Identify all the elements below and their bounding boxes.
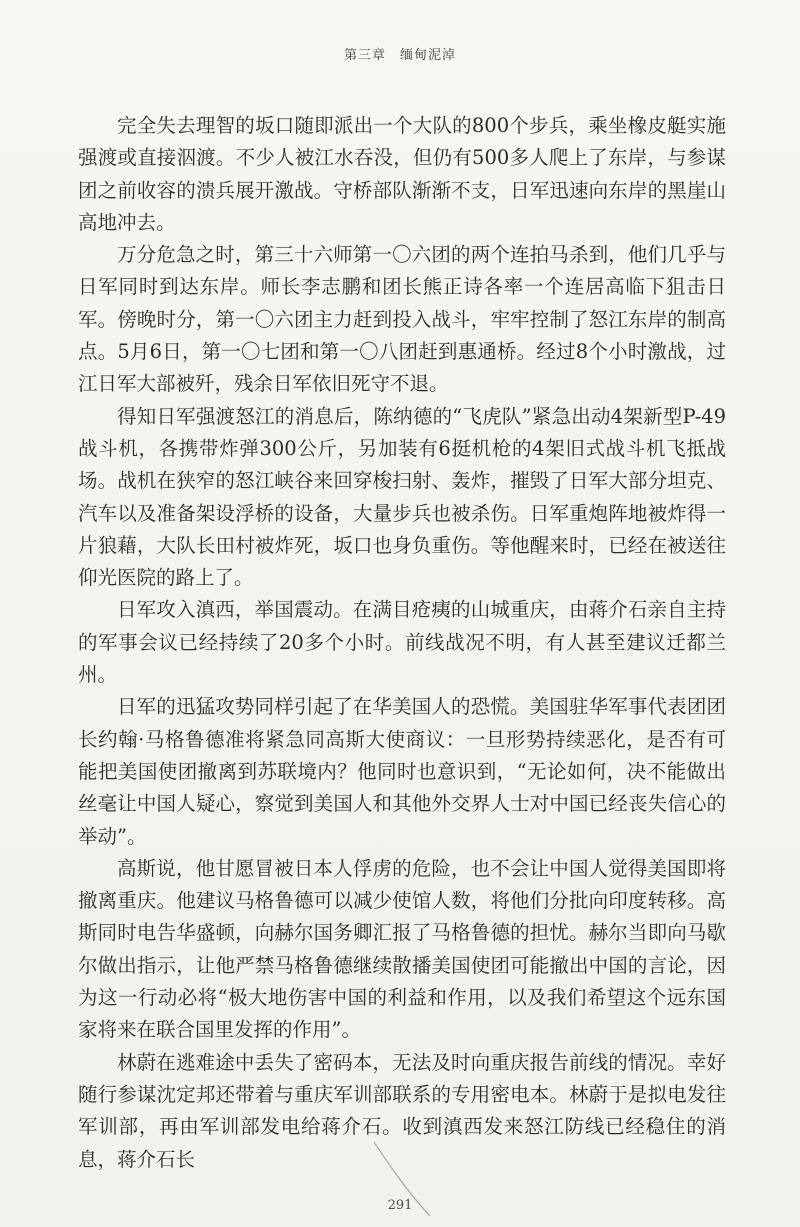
paragraph-6: 高斯说，他甘愿冒被日本人俘虏的危险，也不会让中国人觉得美国即将撤离重庆。他建议马格鲁德可以减少使馆人数，将他们分批向印度转移。高斯同时电告华盛顿，向赫尔国务卿汇报了马格鲁德的担忧。赫尔当即向马歇尔做出指示，让他严禁马格鲁德继续散播美国使团可能撤出中国的言论，因为这一行动必将“极大地伤害中国的利益和作用，以及我们希望这个远东国家将来在联合国里发挥的作用”。 [78,856,726,1042]
paragraph-7: 林蔚在逃难途中丢失了密码本，无法及时向重庆报告前线的情况。幸好随行参谋沈定邦还带着与重庆军训部联系的专用密电本。林蔚于是拟电发往军训部，再由军训部发电给蒋介石。收到滇西发来怒江防线已经稳住的消息，蒋介石长 [78,1050,726,1171]
paragraph-3: 得知日军强渡怒江的消息后，陈纳德的“飞虎队”紧急出动4架新型P-49战斗机，各携带炸弹300公斤，另加装有6挺机枪的4架旧式战斗机飞抵战场。战机在狭窄的怒江峡谷来回穿梭扫射、轰炸，摧毁了日军大部分坦克、汽车以及准备架设浮桥的设备，大量步兵也被杀伤。日军重炮阵地被炸得一片狼藉，大队长田村被炸死，坂口也身负重伤。等他醒来时，已经在被送往仰光医院的路上了。 [78,404,726,590]
paragraph-1: 完全失去理智的坂口随即派出一个大队的800个步兵，乘坐橡皮艇实施强渡或直接泅渡。不少人被江水吞没，但仍有500多人爬上了东岸，与参谋团之前收容的溃兵展开激战。守桥部队渐渐不支，日军迅速向东岸的黑崖山高地冲去。 [78,114,726,234]
paragraph-5: 日军的迅猛攻势同样引起了在华美国人的恐慌。美国驻华军事代表团团长约翰·马格鲁德准将紧急同高斯大使商议：一旦形势持续恶化，是否有可能把美国使团撤离到苏联境内？他同时也意识到，“无论如何，决不能做出丝毫让中国人疑心，察觉到美国人和其他外交界人士对中国已经丧失信心的举动”。 [78,695,726,848]
paragraph-4: 日军攻入滇西，举国震动。在满目疮痍的山城重庆，由蒋介石亲自主持的军事会议已经持续了20多个小时。前线战况不明，有人甚至建议迁都兰州。 [78,598,726,687]
paragraph-2: 万分危急之时，第三十六师第一〇六团的两个连拍马杀到，他们几乎与日军同时到达东岸。师长李志鹏和团长熊正诗各率一个连居高临下狙击日军。傍晚时分，第一〇六团主力赶到投入战斗，牢牢控制了怒江东岸的制高点。5月6日，第一〇七团和第一〇八团赶到惠通桥。经过8个小时激战，过江日军大部被歼，残余日军依旧死守不退。 [78,243,726,396]
page-number: 291 [387,1198,413,1213]
body-text [78,110,726,1176]
running-header: 第三章 缅甸泥淖 [343,48,456,63]
